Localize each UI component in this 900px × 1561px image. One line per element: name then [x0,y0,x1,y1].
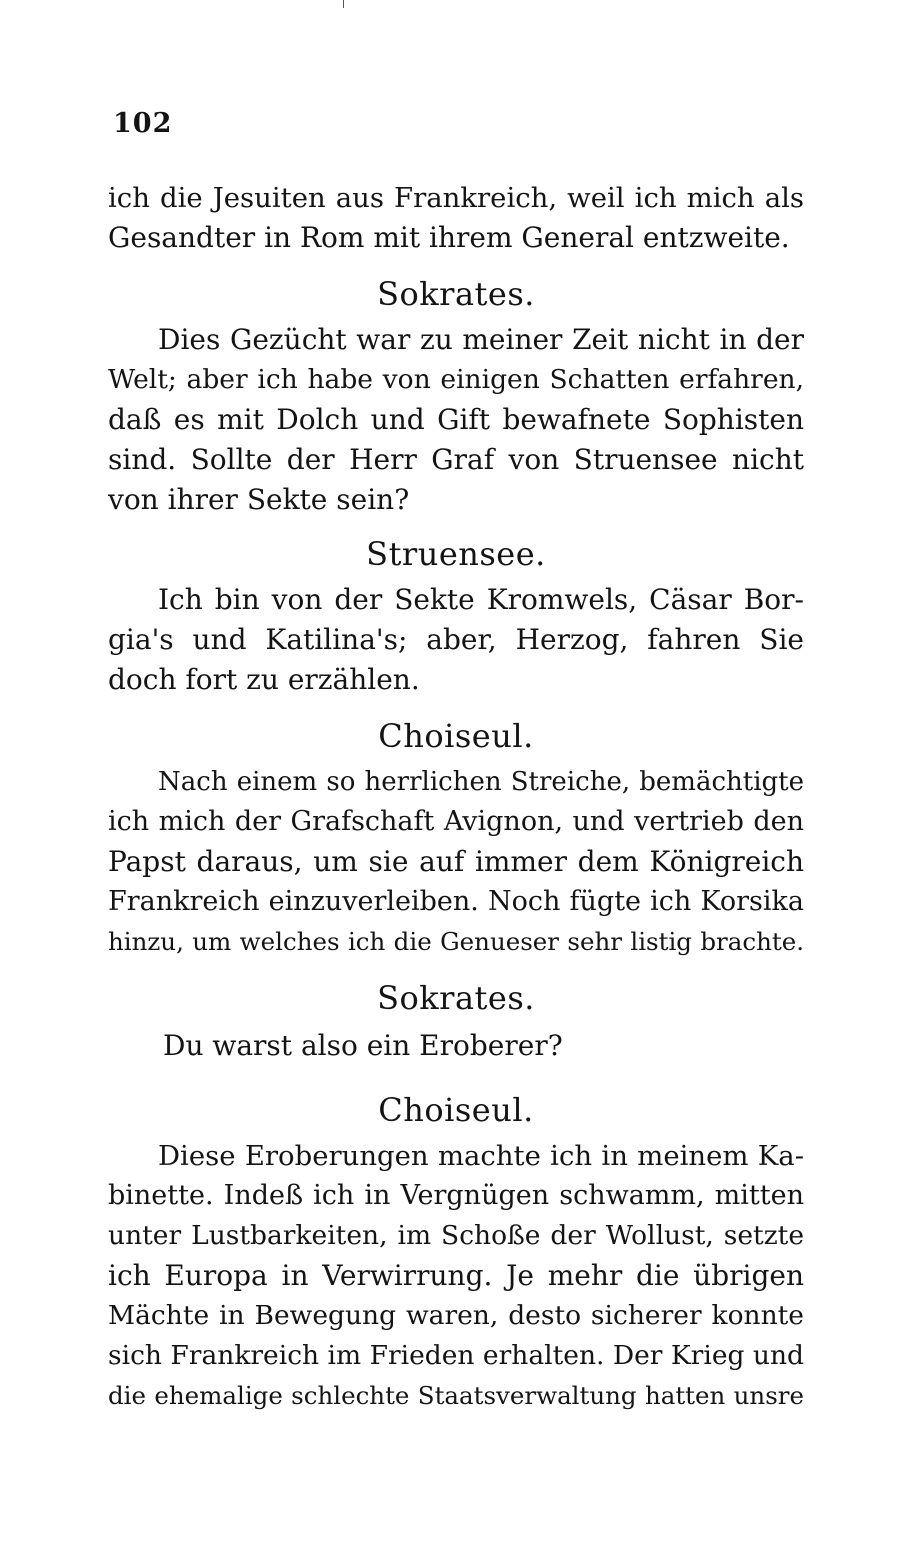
text-line: die ehemalige schlechte Staatsverwaltung hatten unsre [108,1381,804,1410]
paragraph-sokrates [108,320,804,520]
text-line: Frankreich einzuverleiben. Noch fügte ich Korsika [108,886,804,917]
paragraph-choiseul-reply [108,1136,804,1416]
text-line: unter Lustbarkeiten, im Schoße der Wollust, setzte [108,1220,804,1251]
text-line: Du warst also ein Eroberer? [163,1029,563,1062]
text-line: binette. Indeß ich in Vergnügen schwamm, mitten [108,1180,804,1211]
text-line: doch fort zu erzählen. [108,663,420,696]
text-line: gia's und Katilina's; aber, Herzog, fahren Sie [108,623,804,656]
text-line: Nach einem so herrlichen Streiche, bemächtigte [158,767,804,797]
text-line: Papst daraus, um sie auf immer dem Königreich [108,845,804,878]
text-line: Dies Gezücht war zu meiner Zeit nicht in der [158,323,804,356]
speaker-heading: Struensee. [366,535,546,573]
paragraph-struensee [108,580,804,700]
text-line: Gesandter in Rom mit ihrem General entzweite. [108,221,790,254]
text-line: Welt; aber ich habe von einigen Schatten erfahren, [108,364,804,395]
speaker-heading: Sokrates. [377,979,535,1017]
text-line: sich Frankreich im Frieden erhalten. Der Krieg und [108,1340,804,1371]
paragraph-choiseul [108,762,804,962]
speaker-heading: Sokrates. [377,275,535,313]
speaker-heading: Choiseul. [378,1091,534,1129]
text-line: hinzu, um welches ich die Genueser sehr listig brachte. [108,927,804,956]
text-line: ich die Jesuiten aus Frankreich, weil ich mich als [108,182,804,214]
paragraph-sokrates-question [108,1026,804,1066]
text-line: Ich bin von der Sekte Kromwels, Cäsar Bor- [158,583,804,616]
text-line: Mächte in Bewegung waren, desto sicherer konnte [108,1300,804,1331]
text-line: von ihrer Sekte sein? [108,483,410,516]
text-line: Diese Eroberungen machte ich in meinem Ka- [158,1140,804,1172]
paragraph-continuation [108,178,804,258]
page-number: 102 [113,108,173,139]
scan-mark [343,0,344,8]
text-line: daß es mit Dolch und Gift bewafnete Sophisten [108,403,804,436]
text-line: ich mich der Grafschaft Avignon, und vertrieb den [108,806,804,837]
text-line: ich Europa in Verwirrung. Je mehr die übrigen [108,1259,804,1292]
text-line: sind. Sollte der Herr Graf von Struensee nicht [108,443,804,476]
speaker-heading: Choiseul. [378,717,534,755]
